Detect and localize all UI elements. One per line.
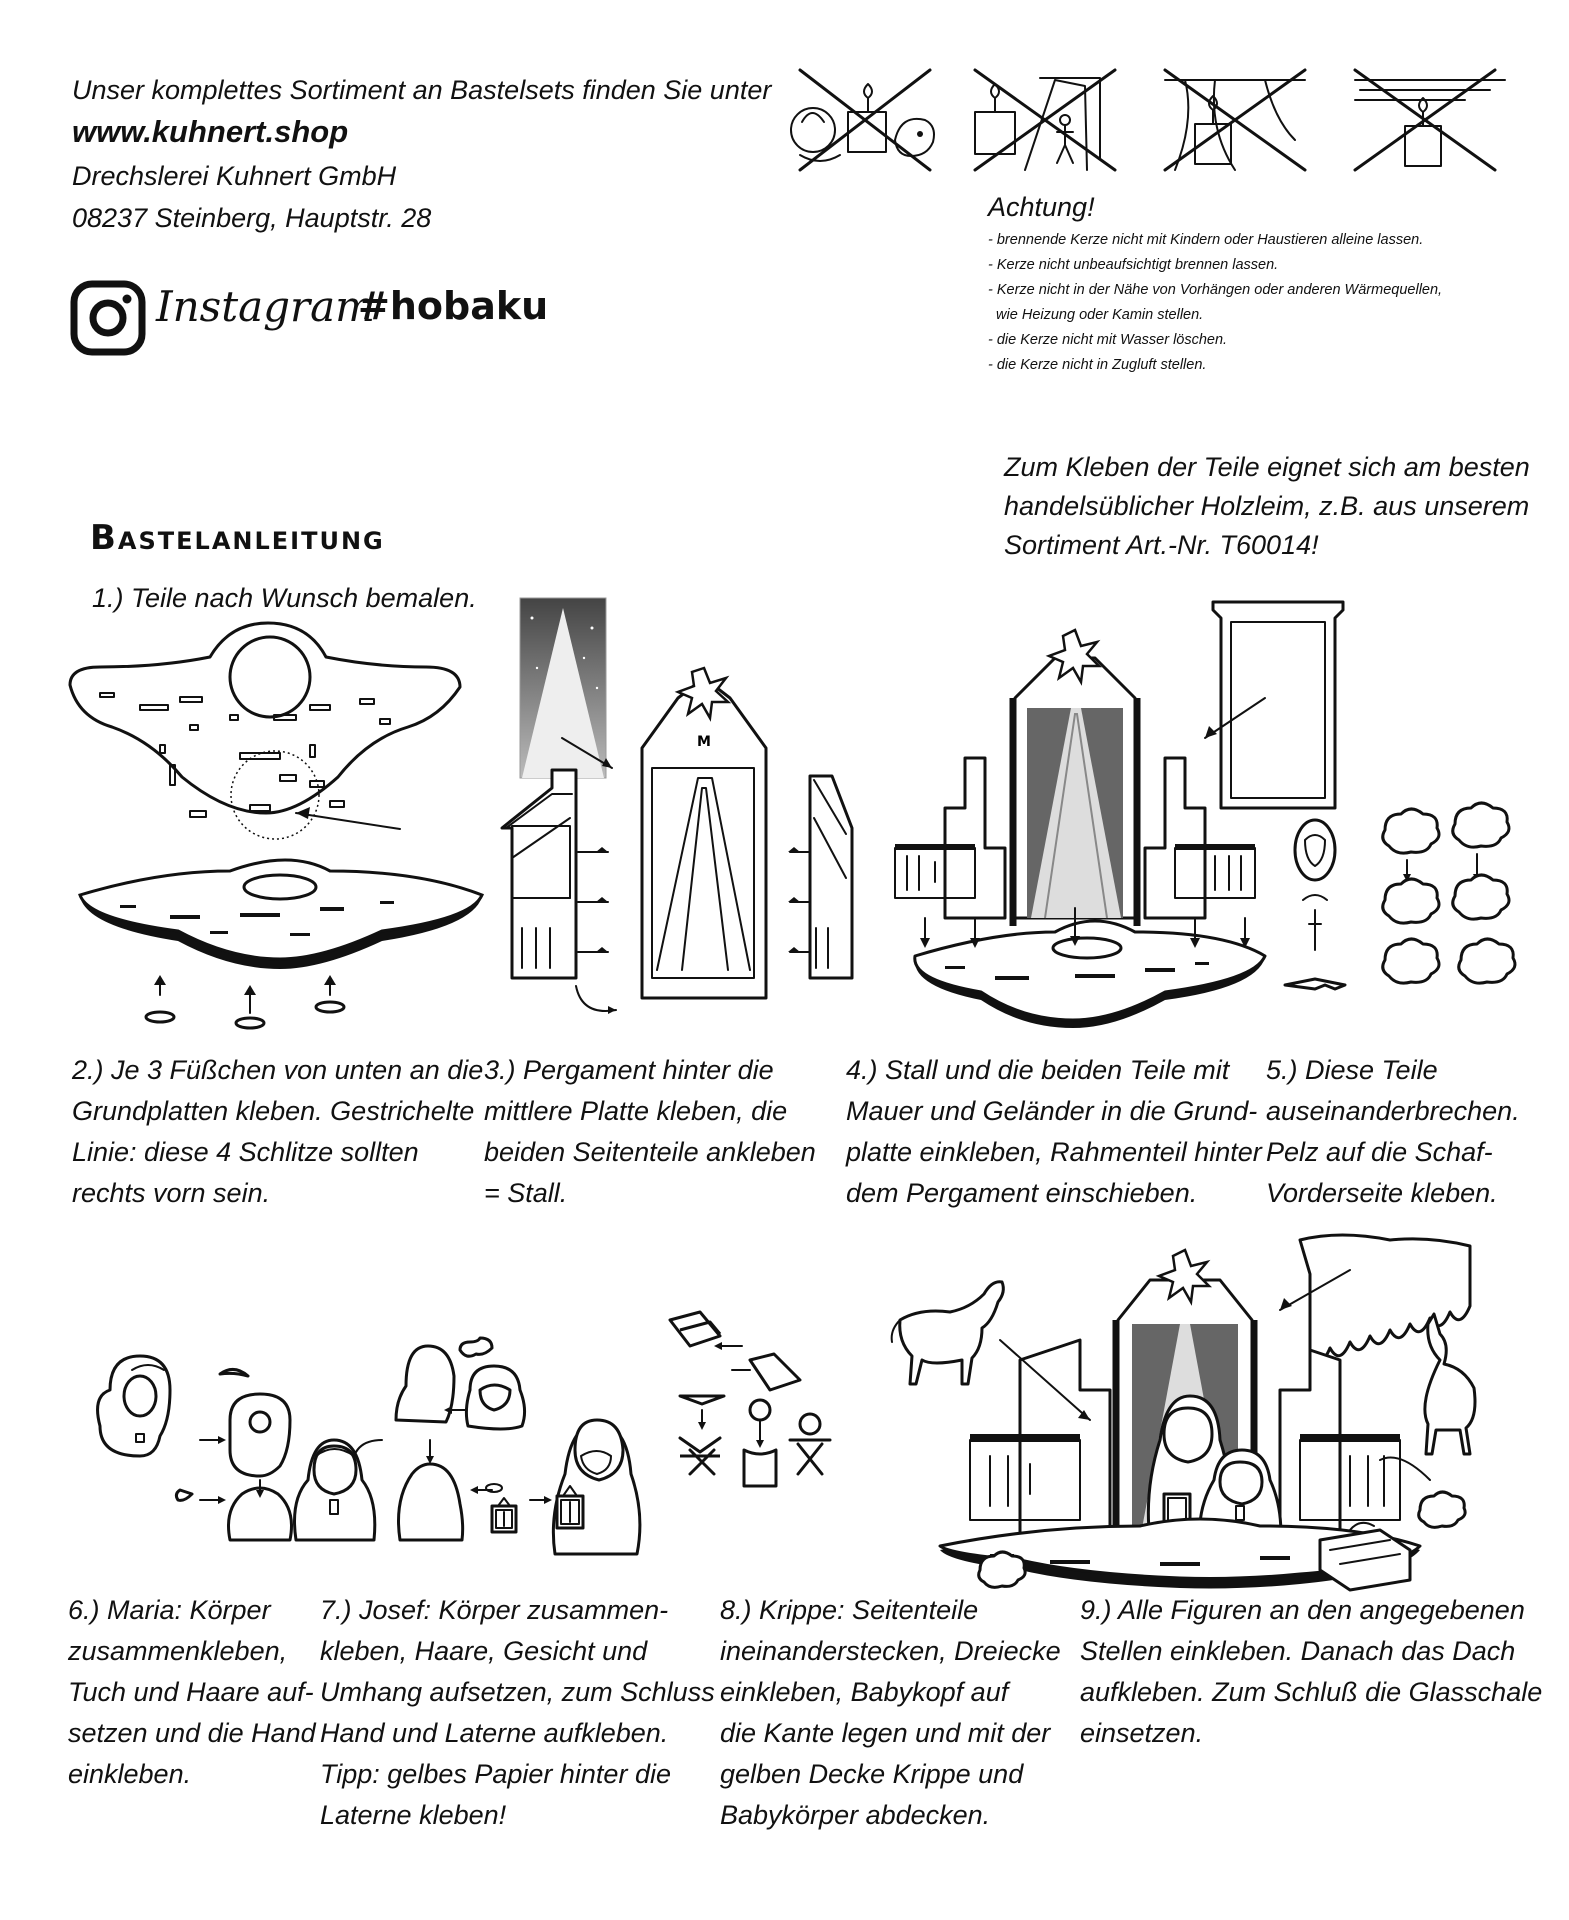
step-5-text	[1266, 1050, 1520, 1214]
no-draught-icon	[1355, 70, 1505, 170]
glue-note-line: handelsüblicher Holzleim, z.B. aus unserem	[1004, 491, 1530, 521]
step-line: Tuch und Haare auf-	[68, 1677, 314, 1707]
step-line: Pelz auf die Schaf-	[1266, 1137, 1493, 1167]
step-line: Hand und Laterne aufkleben.	[320, 1718, 669, 1748]
warning-pictograms	[780, 60, 1500, 180]
step-line: 6.) Maria: Körper	[68, 1595, 271, 1625]
step-line: rechts vorn sein.	[72, 1178, 271, 1208]
final-nativity-illustration	[880, 1220, 1520, 1590]
warning-item: - die Kerze nicht in Zugluft stellen.	[988, 357, 1207, 373]
company-name: Drechslerei Kuhnert GmbH	[72, 161, 397, 191]
step-line: Mauer und Geländer in die Grund-	[846, 1096, 1258, 1126]
step-line: platte einkleben, Rahmenteil hinter	[846, 1137, 1262, 1167]
warning-item: wie Heizung oder Kamin stellen.	[988, 307, 1204, 323]
no-unattended-icon	[975, 70, 1115, 170]
base-plate-illustration	[60, 615, 440, 1035]
step-1-text: 1.) Teile nach Wunsch bemalen.	[92, 583, 477, 613]
step-line: Vorderseite kleben.	[1266, 1178, 1498, 1208]
step-line: Grundplatten kleben. Gestrichelte	[72, 1096, 475, 1126]
star-letter: M	[697, 734, 711, 750]
glue-note	[1004, 448, 1530, 565]
foot-pads	[146, 975, 344, 1028]
no-children-pets-icon	[791, 70, 934, 170]
step-line: Tipp: gelbes Papier hinter die	[320, 1759, 671, 1789]
step-line: = Stall.	[484, 1178, 568, 1208]
instruction-heading: Bastelanleitung	[90, 518, 385, 558]
step-line: einkleben.	[68, 1759, 192, 1789]
step-line: gelben Decke Krippe und	[720, 1759, 1024, 1789]
donkey-icon	[1425, 1314, 1475, 1454]
step-line: Laterne kleben!	[320, 1800, 507, 1830]
glue-note-line: Zum Kleben der Teile eignet sich am besten	[1004, 452, 1530, 482]
josef-figure	[545, 1390, 645, 1560]
crib-assembly-illustration	[660, 1300, 860, 1540]
step-3-text	[484, 1050, 816, 1214]
cow-icon	[892, 1282, 1004, 1384]
warning-item: - brennende Kerze nicht mit Kindern oder Haustieren alleine lassen.	[988, 232, 1424, 248]
step-6-text	[68, 1590, 316, 1795]
instagram-icon[interactable]	[70, 280, 146, 356]
step-2-text	[72, 1050, 483, 1214]
step-line: Umhang aufsetzen, zum Schluss	[320, 1677, 715, 1707]
step-line: aufkleben. Zum Schluß die Glasschale	[1080, 1677, 1543, 1707]
step-line: kleben, Haare, Gesicht und	[320, 1636, 648, 1666]
step-line: einsetzen.	[1080, 1718, 1204, 1748]
step-line: 5.) Diese Teile	[1266, 1055, 1438, 1085]
step-line: Stellen einkleben. Danach das Dach	[1080, 1636, 1516, 1666]
warning-item: - Kerze nicht in der Nähe von Vorhängen oder anderen Wärmequellen,	[988, 282, 1443, 298]
step-line: setzen und die Hand	[68, 1718, 316, 1748]
step-line: 3.) Pergament hinter die	[484, 1055, 774, 1085]
shop-url-link[interactable]: www.kuhnert.shop	[72, 114, 349, 149]
company-address: 08237 Steinberg, Hauptstr. 28	[72, 203, 432, 233]
step-7-text	[320, 1590, 715, 1836]
step-line: dem Pergament einschieben.	[846, 1178, 1198, 1208]
step-line: mittlere Platte kleben, die	[484, 1096, 788, 1126]
step-line: 9.) Alle Figuren an den angegebenen	[1080, 1595, 1525, 1625]
step-line: 8.) Krippe: Seitenteile	[720, 1595, 979, 1625]
step-line: beiden Seitenteile ankleben	[484, 1137, 816, 1167]
no-curtain-icon	[1165, 70, 1305, 170]
step-9-text	[1080, 1590, 1542, 1754]
step-line: ineinanderstecken, Dreiecke	[720, 1636, 1061, 1666]
instagram-label: Instagram	[156, 282, 375, 331]
step-line: auseinanderbrechen.	[1266, 1096, 1520, 1126]
warning-title: Achtung!	[988, 192, 1095, 222]
step-line: 2.) Je 3 Füßchen von unten an die	[72, 1055, 484, 1085]
glue-note-line: Sortiment Art.-Nr. T60014!	[1004, 530, 1319, 560]
step-line: die Kante legen und mit der	[720, 1718, 1051, 1748]
sheep-icon	[1383, 809, 1439, 853]
step-line: einkleben, Babykopf auf	[720, 1677, 1009, 1707]
instagram-hashtag[interactable]: #hobaku	[358, 284, 549, 328]
warning-item: - Kerze nicht unbeaufsichtigt brennen lassen.	[988, 257, 1279, 273]
maria-figure	[282, 1410, 392, 1550]
step-line: Babykörper abdecken.	[720, 1800, 991, 1830]
step-line: 4.) Stall und die beiden Teile mit	[846, 1055, 1230, 1085]
warning-item: - die Kerze nicht mit Wasser löschen.	[988, 332, 1228, 348]
stable-on-base-illustration	[895, 598, 1275, 1028]
step-4-text	[846, 1050, 1262, 1214]
step-line: 7.) Josef: Körper zusammen-	[320, 1595, 669, 1625]
shop-intro: Unser komplettes Sortiment an Bastelsets finden Sie unter	[72, 75, 772, 105]
step-line: zusammenkleben,	[68, 1636, 288, 1666]
sheep-pieces-illustration	[1285, 800, 1525, 1000]
stable-assembly-illustration	[492, 598, 872, 1028]
step-8-text	[720, 1590, 1061, 1836]
step-line: Linie: diese 4 Schlitze sollten	[72, 1137, 419, 1167]
warning-list	[988, 228, 1442, 378]
